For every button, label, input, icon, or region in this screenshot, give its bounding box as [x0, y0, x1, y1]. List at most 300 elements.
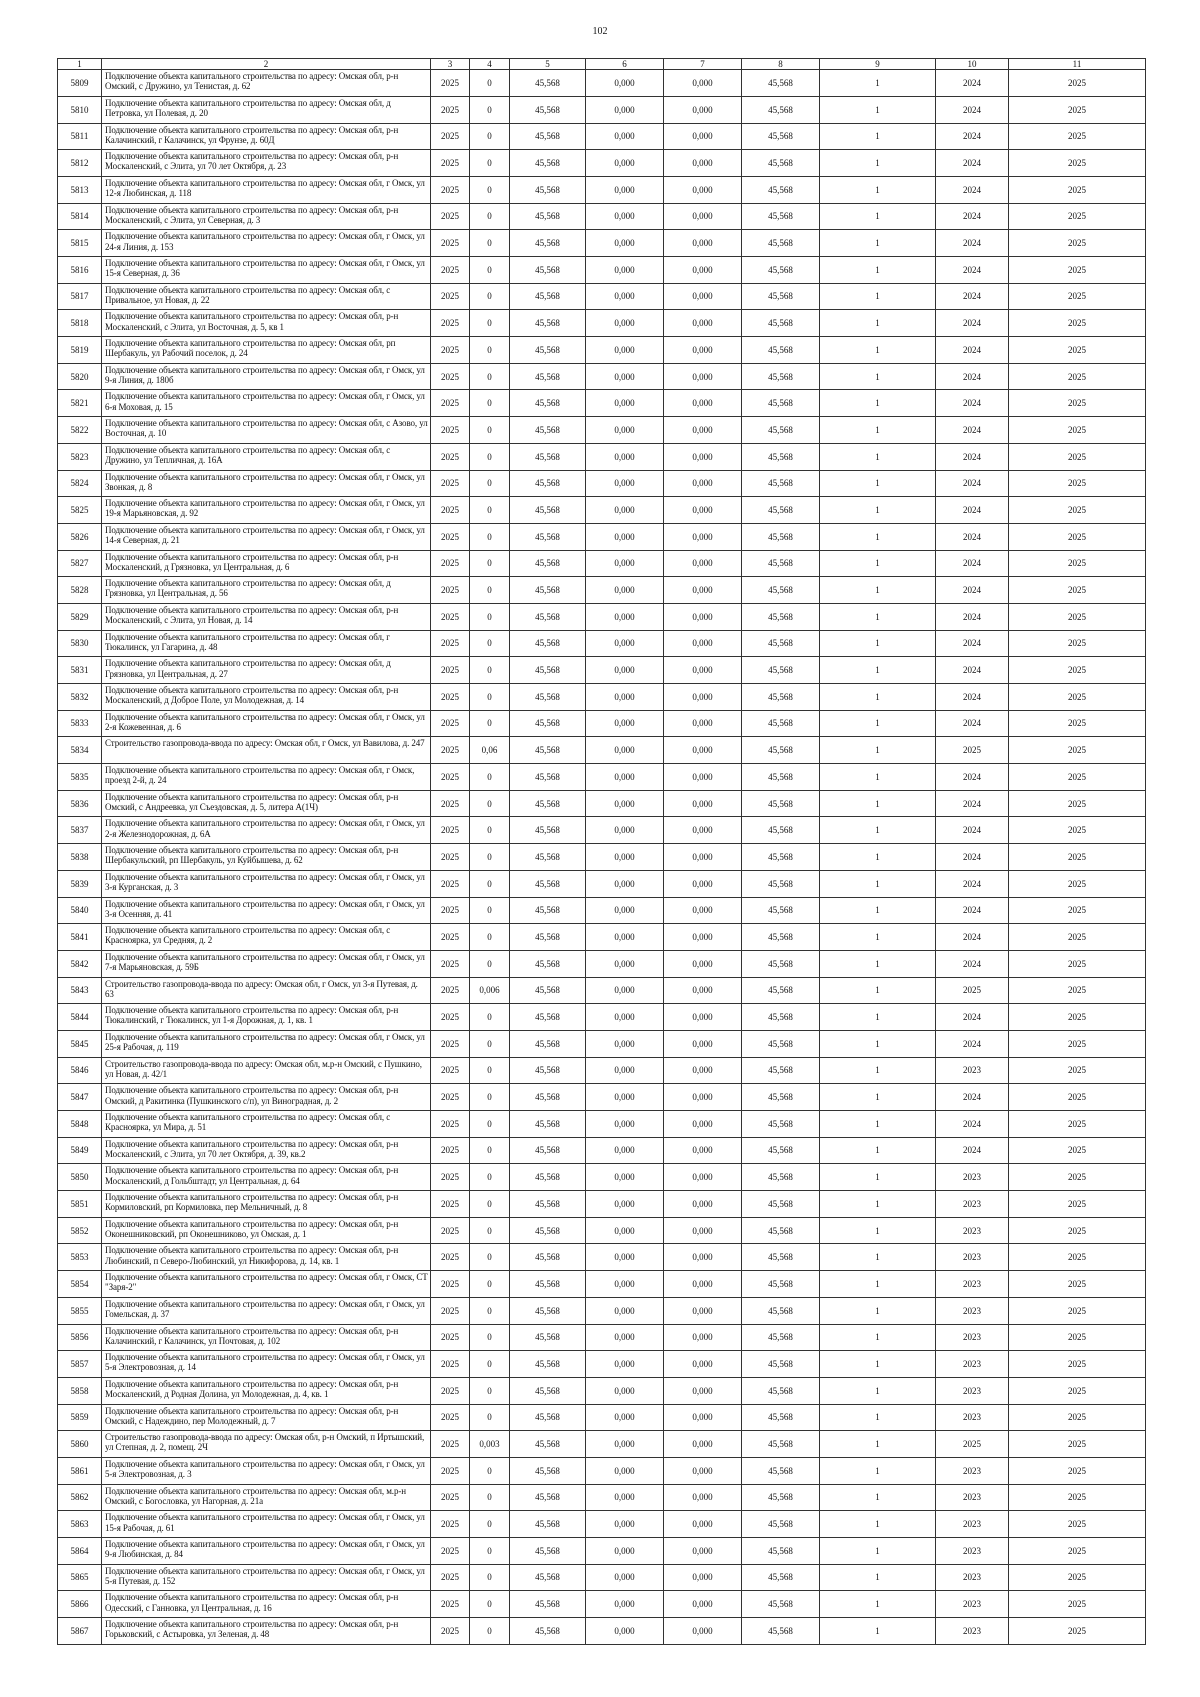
- cost-cell: 45,568: [510, 950, 586, 977]
- description-cell: Подключение объекта капитального строительства по адресу: Омская обл, р-н Омский, с Андреевка, ул Съездовская, д. 5, литера А(1Ч): [102, 790, 431, 817]
- total-cost-cell: 45,568: [742, 924, 820, 951]
- total-cost-cell: 45,568: [742, 1564, 820, 1591]
- description-cell: Строительство газопровода-ввода по адресу: Омская обл, г Омск, ул 3-я Путевая, д. 63: [102, 977, 431, 1004]
- cost-cell: 45,568: [510, 283, 586, 310]
- count-cell: 1: [820, 1297, 936, 1324]
- year-cell: 2025: [431, 844, 470, 871]
- row-number-cell: 5813: [58, 176, 102, 203]
- table-row: [58, 1324, 1146, 1351]
- length-cell: 0: [470, 176, 510, 203]
- start-year-cell: 2023: [936, 1057, 1009, 1084]
- end-year-cell: 2025: [1009, 257, 1146, 284]
- length-cell: 0: [470, 764, 510, 791]
- description-cell: Строительство газопровода-ввода по адресу: Омская обл, г Омск, ул Вавилова, д. 247: [102, 737, 431, 764]
- cost-cell: 45,568: [510, 977, 586, 1004]
- description-cell: Подключение объекта капитального строительства по адресу: Омская обл, г Омск, ул 24-я Линия, д. 153: [102, 230, 431, 257]
- count-cell: 1: [820, 1030, 936, 1057]
- cost-cell: 0,000: [586, 1057, 664, 1084]
- column-number: 4: [470, 59, 510, 70]
- length-cell: 0: [470, 1404, 510, 1431]
- column-number: 3: [431, 59, 470, 70]
- row-number-cell: 5832: [58, 684, 102, 711]
- row-number-cell: 5865: [58, 1564, 102, 1591]
- cost-cell: 45,568: [510, 657, 586, 684]
- length-cell: 0: [470, 1377, 510, 1404]
- start-year-cell: 2024: [936, 417, 1009, 444]
- end-year-cell: 2025: [1009, 150, 1146, 177]
- cost-cell: 0,000: [664, 710, 742, 737]
- cost-cell: 0,000: [586, 1191, 664, 1218]
- cost-cell: 0,000: [664, 417, 742, 444]
- count-cell: 1: [820, 470, 936, 497]
- start-year-cell: 2023: [936, 1618, 1009, 1645]
- cost-cell: 0,000: [586, 1457, 664, 1484]
- start-year-cell: 2024: [936, 1004, 1009, 1031]
- table-row: [58, 1618, 1146, 1645]
- table-row: [58, 657, 1146, 684]
- cost-cell: 0,000: [664, 870, 742, 897]
- count-cell: 1: [820, 1404, 936, 1431]
- start-year-cell: 2024: [936, 523, 1009, 550]
- cost-cell: 0,000: [664, 603, 742, 630]
- cost-cell: 45,568: [510, 1538, 586, 1565]
- year-cell: 2025: [431, 1244, 470, 1271]
- year-cell: 2025: [431, 1404, 470, 1431]
- cost-cell: 0,000: [664, 1191, 742, 1218]
- cost-cell: 45,568: [510, 1618, 586, 1645]
- cost-cell: 0,000: [586, 603, 664, 630]
- table-row: [58, 924, 1146, 951]
- cost-cell: 45,568: [510, 737, 586, 764]
- total-cost-cell: 45,568: [742, 1377, 820, 1404]
- row-number-cell: 5848: [58, 1111, 102, 1138]
- length-cell: 0: [470, 1591, 510, 1618]
- cost-cell: 0,000: [664, 577, 742, 604]
- end-year-cell: 2025: [1009, 96, 1146, 123]
- cost-cell: 45,568: [510, 337, 586, 364]
- table-row: [58, 1057, 1146, 1084]
- cost-cell: 45,568: [510, 123, 586, 150]
- description-cell: Подключение объекта капитального строительства по адресу: Омская обл, р-н Кормиловский, рп Кормиловка, пер Мельничный, д. 8: [102, 1191, 431, 1218]
- total-cost-cell: 45,568: [742, 950, 820, 977]
- start-year-cell: 2024: [936, 470, 1009, 497]
- table-row: [58, 1297, 1146, 1324]
- table-row: [58, 1244, 1146, 1271]
- length-cell: 0: [470, 523, 510, 550]
- start-year-cell: 2024: [936, 363, 1009, 390]
- length-cell: 0: [470, 550, 510, 577]
- end-year-cell: 2025: [1009, 1538, 1146, 1565]
- description-cell: Подключение объекта капитального строительства по адресу: Омская обл, р-н Калачинский, г Калачинск, ул Почтовая, д. 102: [102, 1324, 431, 1351]
- description-cell: Подключение объекта капитального строительства по адресу: Омская обл, г Омск, ул 25-я Рабочая, д. 119: [102, 1030, 431, 1057]
- total-cost-cell: 45,568: [742, 1217, 820, 1244]
- total-cost-cell: 45,568: [742, 497, 820, 524]
- cost-cell: 0,000: [586, 1484, 664, 1511]
- column-number: 6: [586, 59, 664, 70]
- cost-cell: 45,568: [510, 1404, 586, 1431]
- description-cell: Подключение объекта капитального строительства по адресу: Омская обл, с Красноярка, ул Средняя, д. 2: [102, 924, 431, 951]
- row-number-cell: 5836: [58, 790, 102, 817]
- column-number: 7: [664, 59, 742, 70]
- cost-cell: 0,000: [664, 1431, 742, 1458]
- start-year-cell: 2024: [936, 897, 1009, 924]
- table-row: [58, 764, 1146, 791]
- row-number-cell: 5845: [58, 1030, 102, 1057]
- total-cost-cell: 45,568: [742, 870, 820, 897]
- end-year-cell: 2025: [1009, 363, 1146, 390]
- cost-cell: 0,000: [586, 1564, 664, 1591]
- end-year-cell: 2025: [1009, 790, 1146, 817]
- table-row: [58, 96, 1146, 123]
- total-cost-cell: 45,568: [742, 1618, 820, 1645]
- row-number-cell: 5863: [58, 1511, 102, 1538]
- cost-cell: 0,000: [664, 257, 742, 284]
- start-year-cell: 2024: [936, 123, 1009, 150]
- start-year-cell: 2024: [936, 1111, 1009, 1138]
- length-cell: 0: [470, 96, 510, 123]
- count-cell: 1: [820, 630, 936, 657]
- row-number-cell: 5816: [58, 257, 102, 284]
- description-cell: Подключение объекта капитального строительства по адресу: Омская обл, р-н Москаленский, д Грязновка, ул Центральная, д. 6: [102, 550, 431, 577]
- cost-cell: 45,568: [510, 577, 586, 604]
- description-cell: Подключение объекта капитального строительства по адресу: Омская обл, с Красноярка, ул Мира, д. 51: [102, 1111, 431, 1138]
- count-cell: 1: [820, 1057, 936, 1084]
- row-number-cell: 5844: [58, 1004, 102, 1031]
- length-cell: 0: [470, 417, 510, 444]
- length-cell: 0: [470, 337, 510, 364]
- row-number-cell: 5846: [58, 1057, 102, 1084]
- description-cell: Подключение объекта капитального строительства по адресу: Омская обл, с Дружино, ул Тепличная, д. 16А: [102, 443, 431, 470]
- count-cell: 1: [820, 96, 936, 123]
- total-cost-cell: 45,568: [742, 1004, 820, 1031]
- count-cell: 1: [820, 150, 936, 177]
- row-number-cell: 5859: [58, 1404, 102, 1431]
- cost-cell: 45,568: [510, 1057, 586, 1084]
- table-row: [58, 203, 1146, 230]
- cost-cell: 0,000: [664, 817, 742, 844]
- year-cell: 2025: [431, 737, 470, 764]
- count-cell: 1: [820, 684, 936, 711]
- page-number: 102: [592, 26, 608, 37]
- year-cell: 2025: [431, 924, 470, 951]
- year-cell: 2025: [431, 1511, 470, 1538]
- total-cost-cell: 45,568: [742, 1457, 820, 1484]
- table-row: [58, 977, 1146, 1004]
- year-cell: 2025: [431, 1057, 470, 1084]
- length-cell: 0: [470, 443, 510, 470]
- count-cell: 1: [820, 737, 936, 764]
- table-row: [58, 283, 1146, 310]
- cost-cell: 0,000: [586, 523, 664, 550]
- table-row: [58, 1137, 1146, 1164]
- count-cell: 1: [820, 1084, 936, 1111]
- start-year-cell: 2023: [936, 1538, 1009, 1565]
- length-cell: 0: [470, 684, 510, 711]
- table-row: [58, 1511, 1146, 1538]
- table-row: [58, 1217, 1146, 1244]
- end-year-cell: 2025: [1009, 710, 1146, 737]
- year-cell: 2025: [431, 1271, 470, 1298]
- end-year-cell: 2025: [1009, 470, 1146, 497]
- description-cell: Подключение объекта капитального строительства по адресу: Омская обл, г Омск, ул 3-я Курганская, д. 3: [102, 870, 431, 897]
- end-year-cell: 2025: [1009, 1084, 1146, 1111]
- start-year-cell: 2023: [936, 1377, 1009, 1404]
- total-cost-cell: 45,568: [742, 1351, 820, 1378]
- length-cell: 0: [470, 1484, 510, 1511]
- year-cell: 2025: [431, 550, 470, 577]
- year-cell: 2025: [431, 1084, 470, 1111]
- description-cell: Подключение объекта капитального строительства по адресу: Омская обл, г Омск, ул 2-я Кожевенная, д. 6: [102, 710, 431, 737]
- description-cell: Подключение объекта капитального строительства по адресу: Омская обл, р-н Москаленский, с Элита, ул 70 лет Октября, д. 23: [102, 150, 431, 177]
- length-cell: 0: [470, 790, 510, 817]
- row-number-cell: 5842: [58, 950, 102, 977]
- cost-cell: 45,568: [510, 1591, 586, 1618]
- description-cell: Подключение объекта капитального строительства по адресу: Омская обл, р-н Горьковский, с Астыровка, ул Зеленая, д. 48: [102, 1618, 431, 1645]
- cost-cell: 0,000: [664, 337, 742, 364]
- row-number-cell: 5860: [58, 1431, 102, 1458]
- total-cost-cell: 45,568: [742, 257, 820, 284]
- length-cell: 0: [470, 203, 510, 230]
- row-number-cell: 5851: [58, 1191, 102, 1218]
- cost-cell: 0,000: [586, 1271, 664, 1298]
- end-year-cell: 2025: [1009, 1591, 1146, 1618]
- table-row: [58, 363, 1146, 390]
- row-number-cell: 5812: [58, 150, 102, 177]
- total-cost-cell: 45,568: [742, 390, 820, 417]
- year-cell: 2025: [431, 1484, 470, 1511]
- table-row: [58, 1457, 1146, 1484]
- length-cell: 0: [470, 1271, 510, 1298]
- year-cell: 2025: [431, 337, 470, 364]
- year-cell: 2025: [431, 977, 470, 1004]
- year-cell: 2025: [431, 123, 470, 150]
- end-year-cell: 2025: [1009, 603, 1146, 630]
- total-cost-cell: 45,568: [742, 577, 820, 604]
- count-cell: 1: [820, 1484, 936, 1511]
- end-year-cell: 2025: [1009, 897, 1146, 924]
- table-row: [58, 1404, 1146, 1431]
- cost-cell: 0,000: [586, 1351, 664, 1378]
- year-cell: 2025: [431, 657, 470, 684]
- total-cost-cell: 45,568: [742, 1057, 820, 1084]
- length-cell: 0: [470, 283, 510, 310]
- cost-cell: 45,568: [510, 310, 586, 337]
- cost-cell: 0,000: [664, 1137, 742, 1164]
- table-row: [58, 950, 1146, 977]
- length-cell: 0: [470, 1511, 510, 1538]
- cost-cell: 45,568: [510, 817, 586, 844]
- row-number-cell: 5826: [58, 523, 102, 550]
- cost-cell: 0,000: [586, 1297, 664, 1324]
- total-cost-cell: 45,568: [742, 897, 820, 924]
- column-number: 11: [1009, 59, 1146, 70]
- start-year-cell: 2024: [936, 710, 1009, 737]
- row-number-cell: 5866: [58, 1591, 102, 1618]
- count-cell: 1: [820, 950, 936, 977]
- end-year-cell: 2025: [1009, 1484, 1146, 1511]
- cost-cell: 0,000: [586, 977, 664, 1004]
- cost-cell: 0,000: [586, 630, 664, 657]
- total-cost-cell: 45,568: [742, 443, 820, 470]
- cost-cell: 0,000: [586, 764, 664, 791]
- count-cell: 1: [820, 1511, 936, 1538]
- end-year-cell: 2025: [1009, 1271, 1146, 1298]
- cost-cell: 0,000: [664, 470, 742, 497]
- cost-cell: 0,000: [664, 203, 742, 230]
- cost-cell: 0,000: [664, 283, 742, 310]
- cost-cell: 45,568: [510, 550, 586, 577]
- table-row: [58, 1164, 1146, 1191]
- cost-cell: 0,000: [664, 1004, 742, 1031]
- cost-cell: 0,000: [664, 497, 742, 524]
- start-year-cell: 2023: [936, 1217, 1009, 1244]
- description-cell: Подключение объекта капитального строительства по адресу: Омская обл, г Омск, ул 9-я Любинская, д. 84: [102, 1538, 431, 1565]
- row-number-cell: 5831: [58, 657, 102, 684]
- total-cost-cell: 45,568: [742, 176, 820, 203]
- cost-cell: 0,000: [664, 977, 742, 1004]
- table-row: [58, 790, 1146, 817]
- total-cost-cell: 45,568: [742, 1164, 820, 1191]
- start-year-cell: 2024: [936, 150, 1009, 177]
- count-cell: 1: [820, 870, 936, 897]
- start-year-cell: 2024: [936, 817, 1009, 844]
- table-row: [58, 897, 1146, 924]
- description-cell: Подключение объекта капитального строительства по адресу: Омская обл, с Привальное, ул Новая, д. 22: [102, 283, 431, 310]
- year-cell: 2025: [431, 1351, 470, 1378]
- description-cell: Подключение объекта капитального строительства по адресу: Омская обл, м.р-н Омский, с Богословка, ул Нагорная, д. 21а: [102, 1484, 431, 1511]
- cost-cell: 45,568: [510, 1191, 586, 1218]
- year-cell: 2025: [431, 790, 470, 817]
- cost-cell: 0,000: [664, 70, 742, 97]
- row-number-cell: 5862: [58, 1484, 102, 1511]
- length-cell: 0: [470, 1351, 510, 1378]
- table-row: [58, 337, 1146, 364]
- count-cell: 1: [820, 1111, 936, 1138]
- count-cell: 1: [820, 764, 936, 791]
- total-cost-cell: 45,568: [742, 737, 820, 764]
- total-cost-cell: 45,568: [742, 417, 820, 444]
- cost-cell: 0,000: [664, 1164, 742, 1191]
- total-cost-cell: 45,568: [742, 603, 820, 630]
- cost-cell: 45,568: [510, 363, 586, 390]
- cost-cell: 0,000: [586, 443, 664, 470]
- year-cell: 2025: [431, 684, 470, 711]
- end-year-cell: 2025: [1009, 176, 1146, 203]
- start-year-cell: 2024: [936, 603, 1009, 630]
- start-year-cell: 2023: [936, 1244, 1009, 1271]
- start-year-cell: 2024: [936, 230, 1009, 257]
- length-cell: 0: [470, 1137, 510, 1164]
- end-year-cell: 2025: [1009, 123, 1146, 150]
- count-cell: 1: [820, 363, 936, 390]
- start-year-cell: 2023: [936, 1191, 1009, 1218]
- cost-cell: 0,000: [586, 150, 664, 177]
- total-cost-cell: 45,568: [742, 630, 820, 657]
- total-cost-cell: 45,568: [742, 550, 820, 577]
- description-cell: Подключение объекта капитального строительства по адресу: Омская обл, р-н Москаленский, д Доброе Поле, ул Молодежная, д. 14: [102, 684, 431, 711]
- start-year-cell: 2024: [936, 310, 1009, 337]
- end-year-cell: 2025: [1009, 1057, 1146, 1084]
- length-cell: 0: [470, 657, 510, 684]
- count-cell: 1: [820, 1351, 936, 1378]
- total-cost-cell: 45,568: [742, 1431, 820, 1458]
- cost-cell: 45,568: [510, 1511, 586, 1538]
- description-cell: Подключение объекта капитального строительства по адресу: Омская обл, с Азово, ул Восточная, д. 10: [102, 417, 431, 444]
- table-row: [58, 230, 1146, 257]
- cost-cell: 0,000: [664, 1297, 742, 1324]
- cost-cell: 0,000: [664, 790, 742, 817]
- end-year-cell: 2025: [1009, 443, 1146, 470]
- year-cell: 2025: [431, 817, 470, 844]
- count-cell: 1: [820, 924, 936, 951]
- cost-cell: 0,000: [586, 844, 664, 871]
- cost-cell: 0,000: [664, 1244, 742, 1271]
- row-number-cell: 5835: [58, 764, 102, 791]
- end-year-cell: 2025: [1009, 1324, 1146, 1351]
- row-number-cell: 5815: [58, 230, 102, 257]
- cost-cell: 45,568: [510, 203, 586, 230]
- end-year-cell: 2025: [1009, 977, 1146, 1004]
- cost-cell: 0,000: [664, 1057, 742, 1084]
- table-row: [58, 150, 1146, 177]
- cost-cell: 0,000: [586, 417, 664, 444]
- cost-cell: 45,568: [510, 844, 586, 871]
- total-cost-cell: 45,568: [742, 337, 820, 364]
- start-year-cell: 2025: [936, 737, 1009, 764]
- description-cell: Подключение объекта капитального строительства по адресу: Омская обл, р-н Омский, с Дружино, ул Тенистая, д. 62: [102, 70, 431, 97]
- length-cell: 0: [470, 870, 510, 897]
- cost-cell: 0,000: [586, 363, 664, 390]
- row-number-cell: 5833: [58, 710, 102, 737]
- cost-cell: 0,000: [586, 1244, 664, 1271]
- length-cell: 0: [470, 1564, 510, 1591]
- length-cell: 0: [470, 924, 510, 951]
- table-row: [58, 1191, 1146, 1218]
- description-cell: Подключение объекта капитального строительства по адресу: Омская обл, г Омск, ул 5-я Электровозная, д. 3: [102, 1457, 431, 1484]
- year-cell: 2025: [431, 1618, 470, 1645]
- length-cell: 0: [470, 1457, 510, 1484]
- end-year-cell: 2025: [1009, 337, 1146, 364]
- description-cell: Подключение объекта капитального строительства по адресу: Омская обл, г Омск, ул 7-я Марьяновская, д. 59Б: [102, 950, 431, 977]
- cost-cell: 45,568: [510, 523, 586, 550]
- year-cell: 2025: [431, 764, 470, 791]
- start-year-cell: 2024: [936, 257, 1009, 284]
- column-number: 8: [742, 59, 820, 70]
- length-cell: 0: [470, 817, 510, 844]
- cost-cell: 0,000: [664, 96, 742, 123]
- start-year-cell: 2023: [936, 1164, 1009, 1191]
- cost-cell: 45,568: [510, 603, 586, 630]
- table-row: [58, 497, 1146, 524]
- start-year-cell: 2023: [936, 1457, 1009, 1484]
- cost-cell: 0,000: [664, 550, 742, 577]
- cost-cell: 0,000: [664, 1377, 742, 1404]
- cost-cell: 0,000: [664, 924, 742, 951]
- total-cost-cell: 45,568: [742, 523, 820, 550]
- cost-cell: 0,000: [586, 497, 664, 524]
- cost-cell: 45,568: [510, 1484, 586, 1511]
- year-cell: 2025: [431, 1591, 470, 1618]
- start-year-cell: 2024: [936, 684, 1009, 711]
- cost-cell: 45,568: [510, 710, 586, 737]
- total-cost-cell: 45,568: [742, 230, 820, 257]
- length-cell: 0: [470, 390, 510, 417]
- length-cell: 0: [470, 1324, 510, 1351]
- start-year-cell: 2024: [936, 1137, 1009, 1164]
- row-number-cell: 5864: [58, 1538, 102, 1565]
- length-cell: 0: [470, 1297, 510, 1324]
- length-cell: 0: [470, 70, 510, 97]
